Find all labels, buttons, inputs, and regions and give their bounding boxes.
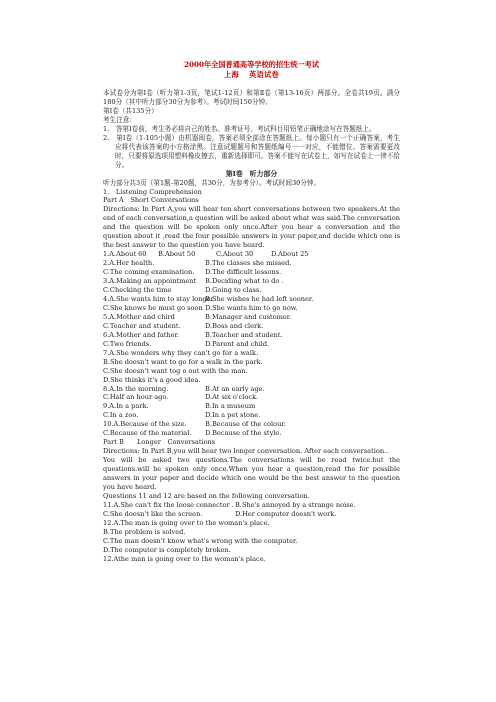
answer-option: C.In a zoo.	[103, 411, 139, 420]
document-content	[103, 60, 403, 564]
answer-option: B.She wishes he had left sooner.	[205, 294, 314, 303]
exam-region: 上海	[224, 70, 240, 79]
part-a-directions: Directions: In Part A,you will hear ten short conversations between two speakers.At the end of each conversation,a question will be asked about what was said.The conversation and the question will be spoken only once.After you hear a conversation and the question about it ,read the four possible answers in your paper,and decide which one is the best answer to the question you have heard.	[103, 205, 403, 250]
question-row	[103, 331, 400, 340]
question-row	[103, 259, 400, 268]
answer-option: C.She doesn't like the screen.	[103, 509, 203, 518]
answer-option: B.She's annoyed by a strange noise.	[235, 500, 356, 509]
question-row	[103, 402, 400, 411]
part-b-questions	[103, 501, 400, 564]
question-row	[103, 295, 400, 304]
question-row	[103, 313, 400, 322]
answer-option: D.The computer is completely broken.	[103, 545, 231, 554]
answer-option: B.She doesn't want to go for a walk in the park.	[103, 357, 263, 366]
answer-option: 5.A.Mother and chird	[103, 312, 175, 321]
answer-option: B.The problem is solved.	[103, 527, 186, 536]
answer-option: D.Going to class.	[205, 286, 262, 295]
section-description: 听力部分共3页（第1题-第20题，共30分，为参考分）。考试时间30分钟。	[103, 178, 321, 187]
intro-paragraph: 本试卷分为第Ⅰ卷（听力第1-3页，笔试1-12页）和第Ⅱ卷（第13-16页）两部分。全卷共19页。满分180分（其中听力部分30分为参考）。考试时间150分钟。	[103, 89, 400, 106]
answer-option: B.Deciding what to do .	[205, 277, 284, 286]
answer-option: B.Manager and customer.	[205, 312, 292, 321]
answer-option: 8.A.In the morning.	[103, 384, 169, 393]
question-row	[103, 322, 400, 331]
question-row	[103, 510, 400, 519]
question-row	[103, 385, 400, 394]
question-row	[103, 277, 400, 286]
answer-option: 12.A.The man is going over to the woman's place.	[103, 518, 270, 527]
answer-option: C.Because of the material.	[103, 429, 192, 438]
answer-option: C.Half an hour ago.	[103, 393, 169, 402]
answer-option: C.The man doesn't know what's wrong with the computer.	[103, 536, 298, 545]
part-label: 1. Listening Comprehension	[103, 187, 202, 196]
question-row	[103, 250, 400, 259]
notice-item-2: 2. 第Ⅰ卷（1-105小题）由机器阅卷，答案必须全部涂在答题纸上。每小题只有一个正确答案，考生应将代表该答案的小方格涂黑。注意试题题号和答题纸编号一一对应，不能错位。答案需要更改时，只要将原选项用塑料橡皮擦去，重新选择即可。答案不能写在试卷上，如写在试卷上一律不给分。	[103, 133, 400, 169]
answer-option: 2.A.Her health.	[103, 259, 155, 268]
exam-subject: 英语试卷	[249, 70, 279, 79]
answer-option: 1.A.About 60	[103, 250, 147, 259]
part-b-note: Questions 11 and 12 are based on the following conversation.	[103, 491, 310, 500]
answer-option: B.The classes she missed.	[205, 259, 292, 268]
question-row	[103, 429, 400, 438]
answer-option: C.About 30	[216, 250, 254, 259]
part-b-directions-detail: You will be asked two questions.The conversations will be read twice.but the questions.will be spoken only once.When you hear a question,read the for possible answers in your paper and decide which one would be the best answer to the question you have heard.	[103, 456, 403, 491]
answer-option: C.Teacher and student.	[103, 321, 181, 330]
answer-option: 4.A.She wants him to stay longer.	[103, 294, 216, 303]
question-row	[103, 501, 400, 510]
answer-option: C.She doesn't want tog o out with the man.	[103, 366, 248, 375]
answer-option: B.Teacher and student.	[205, 330, 283, 339]
question-row	[103, 286, 400, 295]
answer-option: 7.A.She wonders why they can't go for a walk.	[103, 348, 259, 357]
part-one-score: 第Ⅰ卷（共135分）	[103, 106, 158, 115]
answer-option: 6.A.Mother and father.	[103, 330, 180, 339]
answer-option: C.The coming examination.	[103, 268, 195, 277]
answer-option: C.Checking the time	[103, 286, 172, 295]
answer-option: 3.A.Making an appointment	[103, 277, 197, 286]
answer-option: D.Her computer doesn't work.	[235, 509, 337, 518]
answer-option: 12.Athe man is going over to the woman's place.	[103, 554, 266, 563]
question-row	[103, 411, 400, 420]
question-row	[103, 420, 400, 429]
answer-option: B.In a museum	[205, 402, 256, 411]
answer-option: 9.A.In a park.	[103, 402, 149, 411]
answer-option: B.At an early age.	[205, 384, 265, 393]
exam-subtitle	[103, 70, 400, 80]
answer-option: D.She wants him to go now.	[205, 303, 298, 312]
answer-option: C.She knows he must go soon	[103, 303, 203, 312]
answer-option: B.About 50	[158, 250, 196, 259]
part-a-label: Part A Short Conversations	[103, 196, 199, 205]
answer-option: D.The difficult lessons.	[205, 268, 282, 277]
part-b-label: Part B Longer Conversations	[103, 438, 216, 447]
answer-option: D.About 25	[271, 250, 309, 259]
answer-option: 10.A.Because of the size.	[103, 420, 187, 429]
answer-option: D.Boss and clerk.	[205, 321, 264, 330]
answer-option: D.She thinks it's a good idea.	[103, 375, 201, 384]
exam-title: 2000年全国普通高等学校的招生统一考试	[183, 60, 319, 69]
answer-option: D.Parent and child.	[205, 339, 270, 348]
question-row	[103, 304, 400, 313]
answer-option: D.Because of the style.	[205, 429, 282, 438]
question-row	[103, 393, 400, 402]
question-row	[103, 268, 400, 277]
part-a-questions	[103, 250, 400, 438]
answer-option: D.In a pet stone.	[205, 411, 261, 420]
notice-label: 考生注意：	[103, 115, 136, 124]
part-b-directions: Directions: In Part B,you will hear two longer conversation. After each conversation..	[103, 447, 389, 456]
answer-option: D.At six o'clock.	[205, 393, 259, 402]
section-heading: 第Ⅰ卷 听力部分	[225, 169, 278, 178]
notice-item-1: 1. 答第Ⅰ卷前，考生务必将自己的姓名、准考证号、考试科目用铅笔正确地涂写在答题纸上。	[103, 124, 376, 133]
answer-option: C.Two friends.	[103, 339, 152, 348]
question-row	[103, 340, 400, 349]
answer-option: 11.A.She can't fix the loose connector .	[103, 500, 234, 509]
answer-option: B.Because of the colour.	[205, 420, 286, 429]
